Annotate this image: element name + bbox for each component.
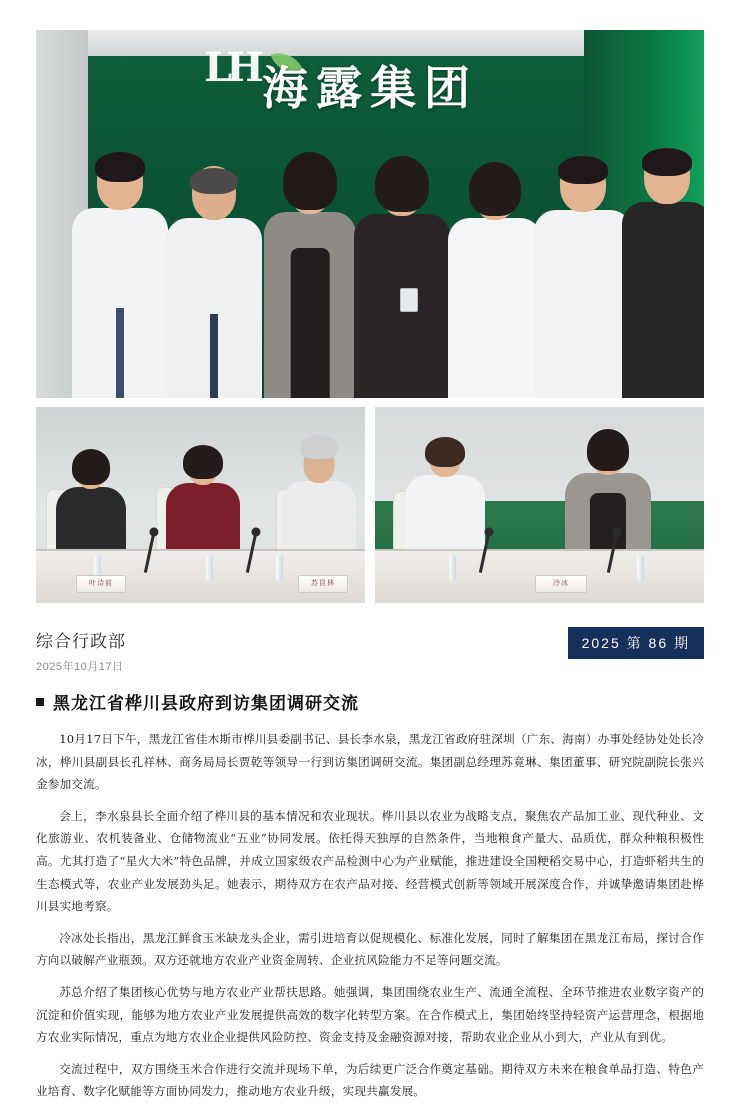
paragraph: 交流过程中，双方围绕玉米合作进行交流并现场下单，为后续更广泛合作奠定基础。期待双方未来在粮食单品打造、特色产业培育、数字化赋能等方面协同发力，推动地方农业升级，实现共赢发展。 [36, 1061, 704, 1099]
nameplate: 叶诗前 [76, 575, 126, 593]
paragraph: 10月17日下午，黑龙江省佳木斯市桦川县委副书记、县长李水泉，黑龙江省政府驻深圳（广东、海南）办事处经协处处长冷冰，桦川县副县长孔祥林、商务局局长贾乾等领导一行到访集团调研交流。集团副总经理苏竟琳、集团董事、研究院副院长张兴金参加交流。 [36, 732, 704, 792]
banner-title: 海露集团 [262, 61, 478, 115]
department-name: 综合行政部 [36, 632, 126, 652]
publish-date: 2025年10月17日 [36, 661, 124, 673]
article-body [36, 728, 704, 1103]
meeting-photo-right [375, 407, 704, 603]
water-bottle [637, 555, 644, 581]
headline-text: 黑龙江省桦川县政府到访集团调研交流 [53, 694, 359, 714]
person-6 [534, 158, 632, 398]
water-bottle [206, 555, 213, 581]
people-group [36, 98, 704, 398]
paragraph: 苏总介绍了集团核心优势与地方农业产业帮扶思路。她强调，集团围绕农业生产、流通全流程、全环节推进农业数字资产的沉淀和价值实现，能够为地方农业产业发展提供高效的数字化转型方案。在合作模式上，集团始终坚持轻资产运营理念，根据地方农业实际情况，重点为地方农业企业提供风险防控、资金支持及金融资源对接，帮助农业企业从小到大，产业从有到优。 [36, 984, 704, 1045]
person-1 [72, 153, 168, 398]
paragraph: 冷冰处长指出，黑龙江鲜食玉米缺龙头企业，需引进培育以促规模化、标准化发展，同时了解集团在黑龙江布局，探讨合作方向以破解产业瓶颈。双方还就地方农业产业资金周转、企业抗风险能力不足等问题交流。 [36, 930, 704, 968]
newsletter-page [0, 30, 740, 1099]
banner-logo: LH [204, 44, 258, 91]
speaker-1 [405, 439, 485, 559]
article-headline [36, 689, 704, 714]
main-group-photo [36, 30, 704, 398]
attendee-2 [166, 449, 240, 559]
paragraph: 会上，李水泉县长全面介绍了桦川县的基本情况和农业现状。桦川县以农业为战略支点，聚焦农产品加工业、现代种业、文化旅游业、农机装备业、仓储物流业“五业”协同发展。依托得天独厚的自然条件，当地粮食产量大、品质优，群众种粮积极性高。尤其打造了“星火大米”特色品牌，并成立国家级农产品检测中心为产业赋能，推进建设全国粳稻交易中心，打造虾稻共生的生态模式等，农业产业发展劲头足。她表示，期待双方在农产品对接、经营模式创新等领域开展深度合作，并诚挚邀请集团赴桦川县实地考察。 [36, 808, 704, 914]
water-bottle [449, 555, 456, 581]
document-meta [36, 627, 704, 673]
person-7 [622, 148, 704, 398]
attendee-1 [56, 455, 126, 559]
person-2 [166, 166, 262, 398]
secondary-photo-row [36, 407, 704, 603]
issue-badge: 2025 第 86 期 [568, 627, 704, 659]
square-bullet-icon [36, 698, 44, 706]
meeting-photo-left [36, 407, 365, 603]
person-5 [448, 166, 542, 398]
speaker-2 [565, 437, 651, 559]
nameplate: 苏昆林 [298, 575, 348, 593]
water-bottle [276, 555, 283, 581]
person-4 [354, 162, 450, 398]
person-3 [264, 160, 356, 398]
nameplate: 冷冰 [535, 575, 587, 593]
badge-lanyard [400, 288, 418, 312]
attendee-3 [282, 447, 356, 559]
